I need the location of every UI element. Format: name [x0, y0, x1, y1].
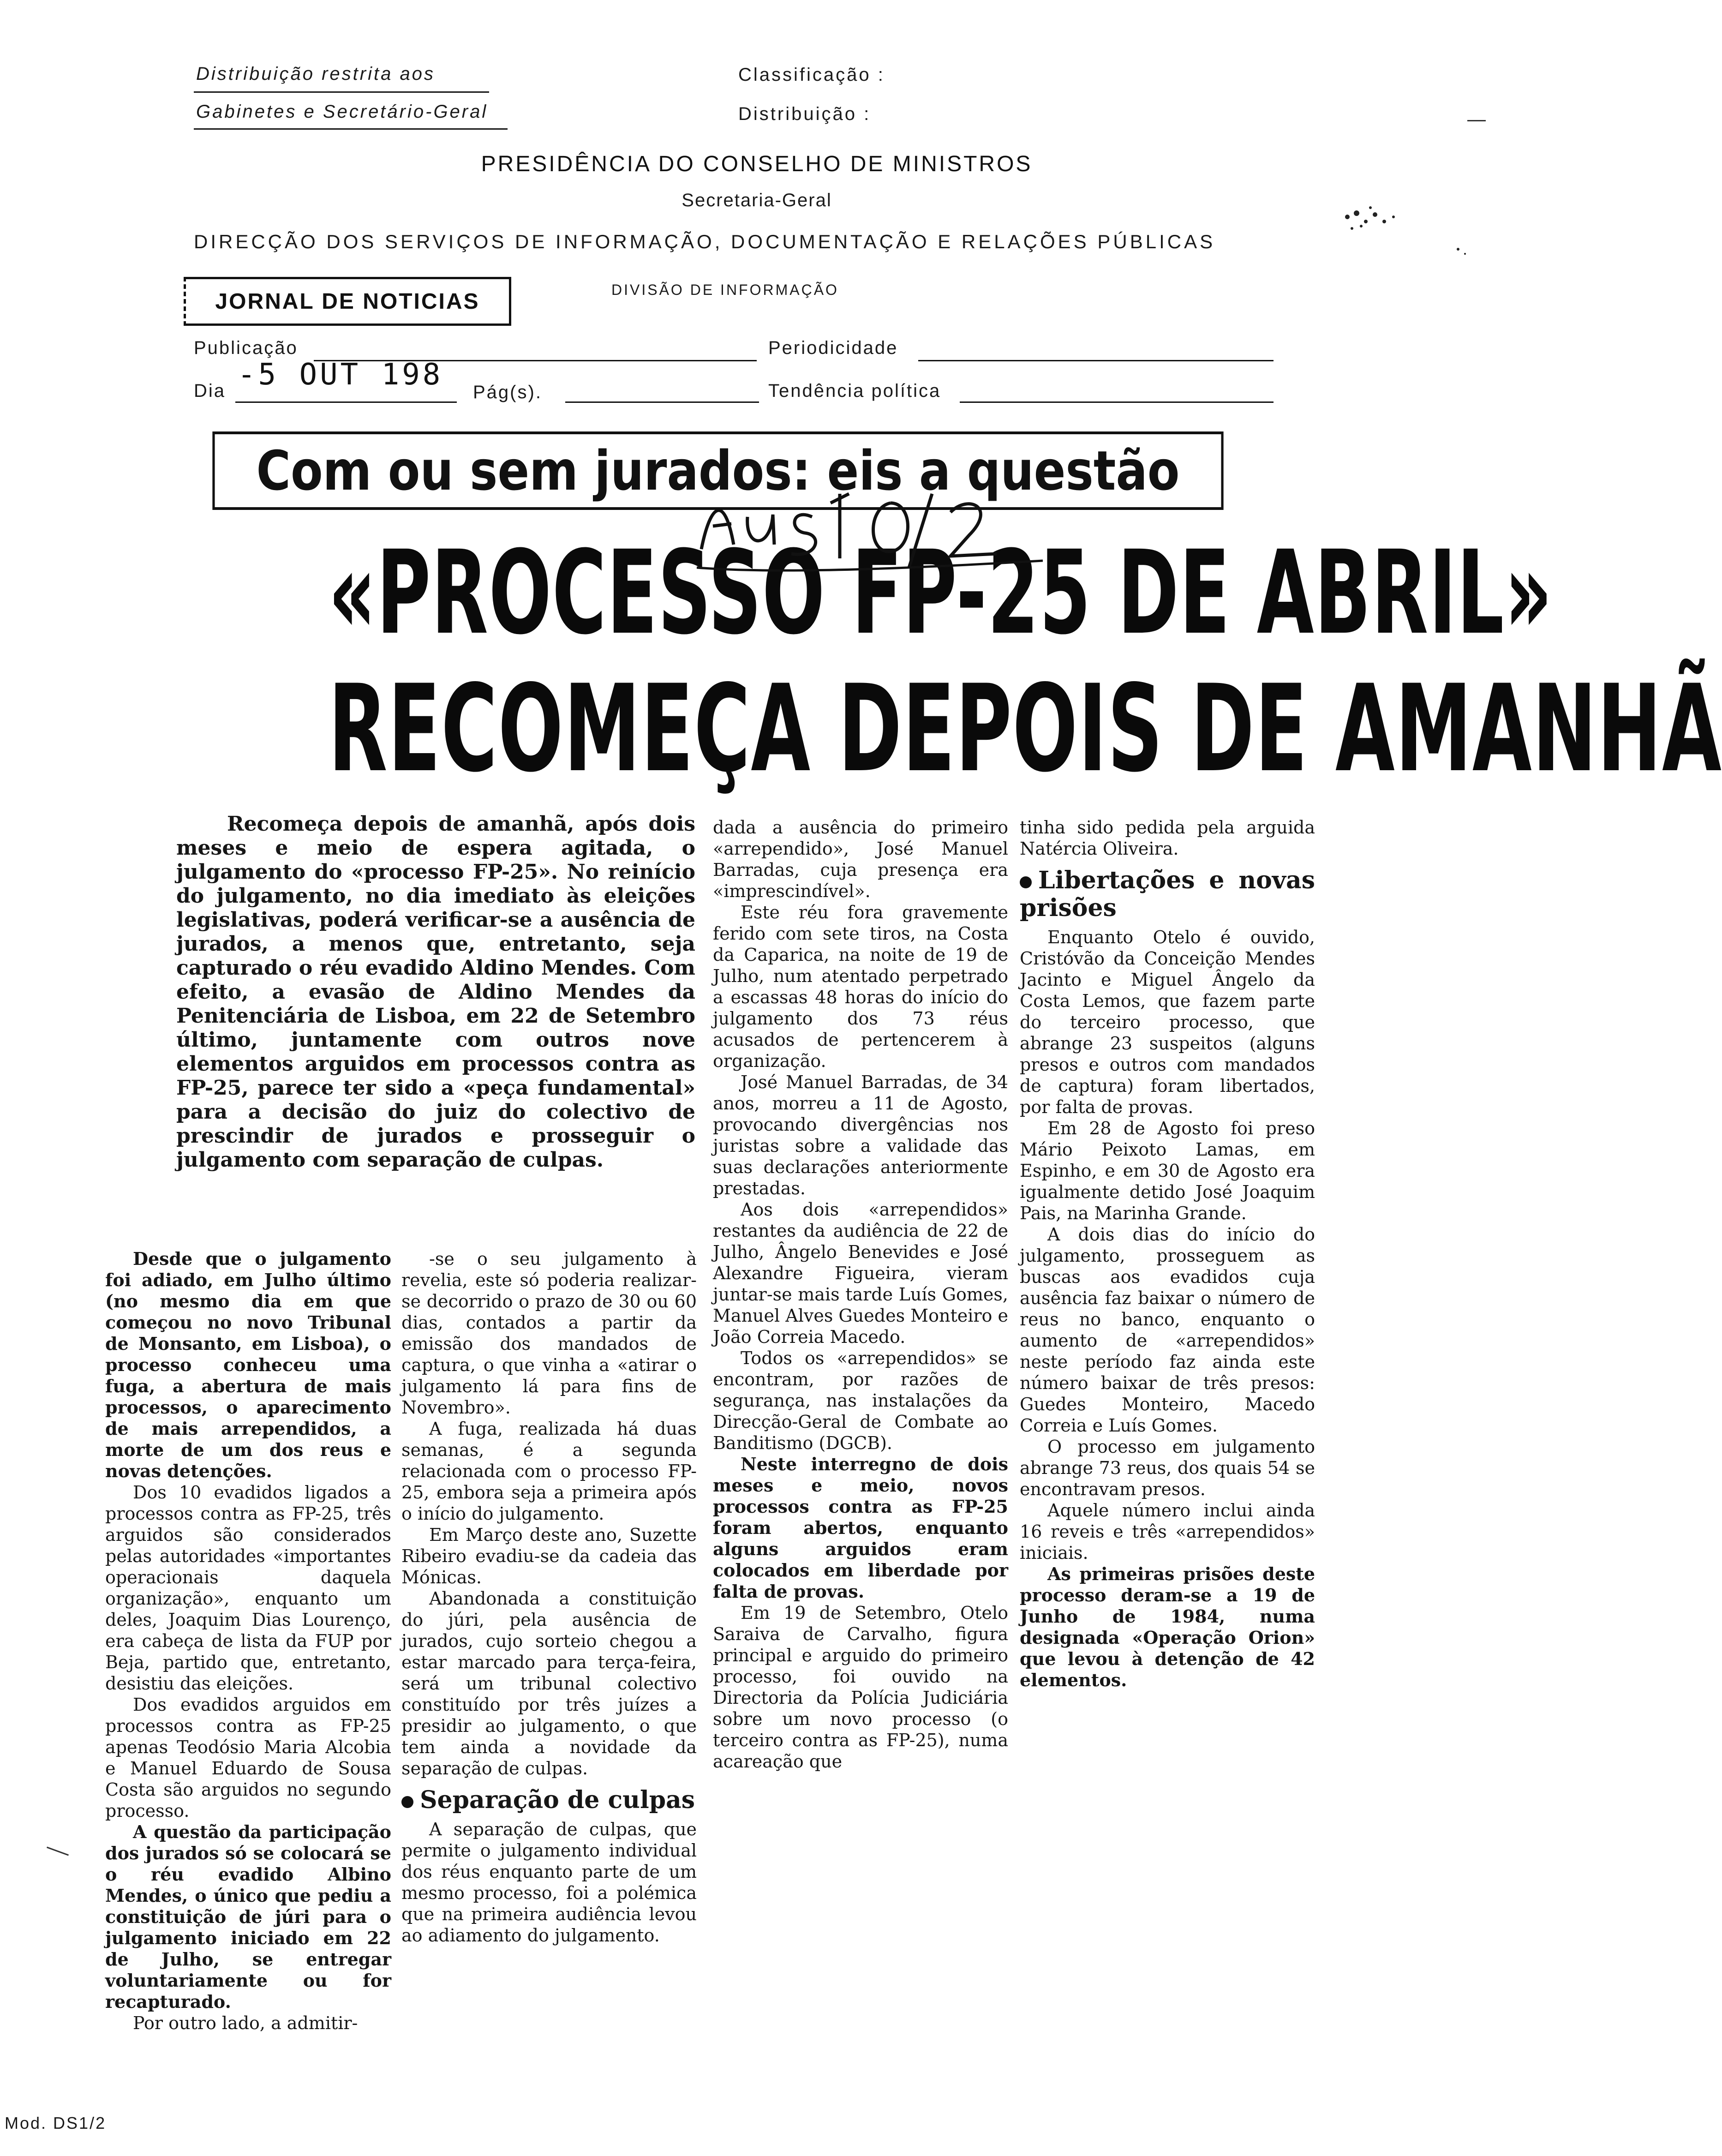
secretariat-title: Secretaria-Geral [682, 190, 832, 210]
col3-paragraph-6: Neste interregno de dois meses e meio, novos processos contra as FP-25 foram abertos, enquanto alguns arguidos eram colocados em liberdade por falta de provas. [713, 1454, 1008, 1602]
col1-paragraph-4: A questão da participação dos jurados só se colocará se o réu evadido Albino Mendes, o único que pediu a constituição de júri para o julgamento iniciado em 22 de Julho, se entregar voluntariamente ou for recapturado. [105, 1821, 391, 2012]
bullet-icon [1020, 876, 1032, 888]
column-1 [105, 1248, 391, 2034]
distribution-restriction-line1: Distribuição restrita aos [196, 64, 435, 84]
publication-label: Publicação [194, 338, 298, 358]
col4-paragraph-6: Aquele número inclui ainda 16 reveis e três «arrependidos» iniciais. [1020, 1500, 1315, 1563]
edge-mark [1467, 120, 1486, 121]
kicker: Com ou sem jurados: eis a questão [256, 439, 1180, 503]
col1-paragraph-5: Por outro lado, a admitir- [133, 2013, 358, 2033]
distribution-underline-2 [194, 128, 508, 130]
col4-paragraph-4: A dois dias do início do julgamento, prosseguem as buscas aos evadidos cuja ausência faz baixar o número de reus no banco, enquanto o aumento de «arrependidos» neste período faz ainda este número baixar de três presos: Guedes Monteiro, Macedo Correia e Luís Gomes. [1020, 1224, 1315, 1436]
col1-paragraph-3: Dos evadidos arguidos em processos contra as FP-25 apenas Teodósio Maria Alcobia e Manuel Eduardo de Sousa Costa são arguidos no segundo processo. [105, 1695, 391, 1821]
col3-paragraph-2: Este réu fora gravemente ferido com sete tiros, na Costa da Caparica, na noite de 19 de Julho, num atentado perpetrado a escassas 48 horas do início do julgamento dos 73 réus acusados de pertencerem à organização. [713, 902, 1008, 1071]
political-tendency-label: Tendência política [768, 381, 941, 401]
column-4 [1020, 817, 1315, 1691]
column-3 [713, 817, 1008, 1772]
day-label: Dia [194, 381, 226, 401]
form-code: Mod. DS1/2 [5, 2114, 107, 2132]
date-stamp: -5 OUT 198 [238, 358, 443, 392]
col2-paragraph-4: Abandonada a constituição do júri, pela ausência de jurados, cujo sorteio chegou a estar marcado para terça-feira, será um tribunal colectivo constituído por três juízes a presidir ao julgamento, o que tem ainda a novidade da separação de culpas. [401, 1588, 697, 1779]
col4-paragraph-2: Enquanto Otelo é ouvido, Cristóvão da Conceição Mendes Jacinto e Miguel Ângelo da Costa Lemos, que fazem parte do terceiro processo, que abrange 23 suspeitos (alguns presos e outros com mandados de captura) foram libertados, por falta de provas. [1020, 927, 1315, 1117]
division-label: DIVISÃO DE INFORMAÇÃO [611, 281, 839, 298]
col4-paragraph-7: As primeiras prisões deste processo deram-se a 19 de Junho de 1984, numa designada «Operação Orion» que levou à detenção de 42 elementos. [1020, 1563, 1315, 1690]
section-heading-libertacoes: Libertações e novas prisões [1020, 866, 1315, 922]
section-heading-separacao: Separação de culpas [401, 1786, 697, 1814]
bullet-icon [401, 1796, 413, 1808]
col2-paragraph-2: A fuga, realizada há duas semanas, é a segunda relacionada com o processo FP-25, embora seja a primeira após o início do julgamento. [401, 1419, 697, 1524]
classification-label: Classificação : [738, 65, 885, 85]
newspaper-stamp: JORNAL DE NOTICIAS [184, 277, 511, 326]
article-lead: Recomeça depois de amanhã, após dois meses e meio de espera agitada, o julgamento do «processo FP-25». No reinício do julgamento, no dia imediato às eleições legislativas, poderá verificar-se a ausência de jurados, a menos que, entretanto, seja capturado o réu evadido Aldino Mendes. Com efeito, a evasão de Aldino Mendes da Penitenciária de Lisboa, em 22 de Setembro último, juntamente com outros nove elementos arguidos em processos contra as FP-25, parece ter sido a «peça fundamental» para a decisão do juiz do colectivo de prescindir de jurados e prosseguir o julgamento com separação de culpas. [176, 812, 695, 1172]
scan-smudge [1320, 171, 1486, 272]
col3-paragraph-1: dada a ausência do primeiro «arrependido», José Manuel Barradas, cuja presença era «imprescindível». [713, 817, 1008, 901]
periodicity-field [918, 360, 1274, 361]
directorate-title: DIRECÇÃO DOS SERVIÇOS DE INFORMAÇÃO, DOCUMENTAÇÃO E RELAÇÕES PÚBLICAS [194, 231, 1216, 252]
column-2 [401, 1248, 697, 1946]
col4-paragraph-3: Em 28 de Agosto foi preso Mário Peixoto Lamas, em Espinho, e em 30 de Agosto era igualmente detido José Joaquim Pais, na Marinha Grande. [1020, 1118, 1315, 1223]
col3-paragraph-5: Todos os «arrependidos» se encontram, por razões de segurança, nas instalações da Direcção-Geral de Combate ao Banditismo (DGCB). [713, 1348, 1008, 1453]
edge-mark [47, 1847, 69, 1856]
col2-paragraph-3: Em Março deste ano, Suzette Ribeiro evadiu-se da cadeia das Mónicas. [401, 1525, 697, 1587]
col3-paragraph-7: Em 19 de Setembro, Otelo Saraiva de Carvalho, figura principal e arguido do primeiro processo, foi ouvido na Directoria da Polícia Judiciária sobre um novo processo (o terceiro contra as FP-25), numa acareação que [713, 1603, 1008, 1772]
day-field [235, 401, 457, 403]
col4-paragraph-1: tinha sido pedida pela arguida Natércia Oliveira. [1020, 817, 1315, 859]
distribution-restriction-line2: Gabinetes e Secretário-Geral [196, 102, 488, 122]
political-tendency-field [960, 401, 1274, 403]
distribution-label: Distribuição : [738, 104, 871, 124]
distribution-underline-1 [194, 91, 489, 93]
col3-paragraph-3: José Manuel Barradas, de 34 anos, morreu a 11 de Agosto, provocando divergências nos juristas sobre a validade das suas declarações anteriormente prestadas. [713, 1072, 1008, 1198]
col1-paragraph-2: Dos 10 evadidos ligados a processos contra as FP-25, três arguidos são considerados pelas autoridades «importantes operacionais daquela organização», enquanto um deles, Joaquim Dias Lourenço, era cabeça de lista da FUP por Beja, partido que, entretanto, desistiu das eleições. [105, 1482, 391, 1694]
col2-paragraph-1: -se o seu julgamento à revelia, este só poderia realizar-se decorrido o prazo de 30 ou 60 dias, contados a partir da emissão dos mandados de captura, o que vinha a «atirar o julgamento lá para fins de Novembro». [401, 1249, 697, 1418]
col1-paragraph-1: Desde que o julgamento foi adiado, em Julho último (no mesmo dia em que começou no novo Tribunal de Monsanto, em Lisboa), o processo conheceu uma fuga, a abertura de mais processos, o aparecimento de mais arrependidos, a morte de um dos reus e novas detenções. [105, 1248, 391, 1481]
col2-paragraph-5: A separação de culpas, que permite o julgamento individual dos réus enquanto parte de um mesmo processo, foi a polémica que na primeira audiência levou ao adiamento do julgamento. [401, 1819, 697, 1946]
headline-line-2: RECOMEÇA DEPOIS DE AMANHÃ [328, 659, 1722, 799]
ministry-title: PRESIDÊNCIA DO CONSELHO DE MINISTROS [481, 152, 1033, 176]
pages-field [565, 401, 759, 403]
col3-paragraph-4: Aos dois «arrependidos» restantes da audiência de 22 de Julho, Ângelo Benevides e José Alexandre Figueira, vieram juntar-se mais tarde Luís Gomes, Manuel Alves Guedes Monteiro e João Correia Macedo. [713, 1199, 1008, 1347]
handwritten-annotation [692, 475, 1061, 581]
col4-paragraph-5: O processo em julgamento abrange 73 reus, dos quais 54 se encontravam presos. [1020, 1437, 1315, 1499]
pages-label: Pág(s). [473, 382, 542, 402]
periodicity-label: Periodicidade [768, 338, 898, 358]
headline-line-1: «PROCESSO FP-25 DE ABRIL» [328, 526, 1553, 660]
